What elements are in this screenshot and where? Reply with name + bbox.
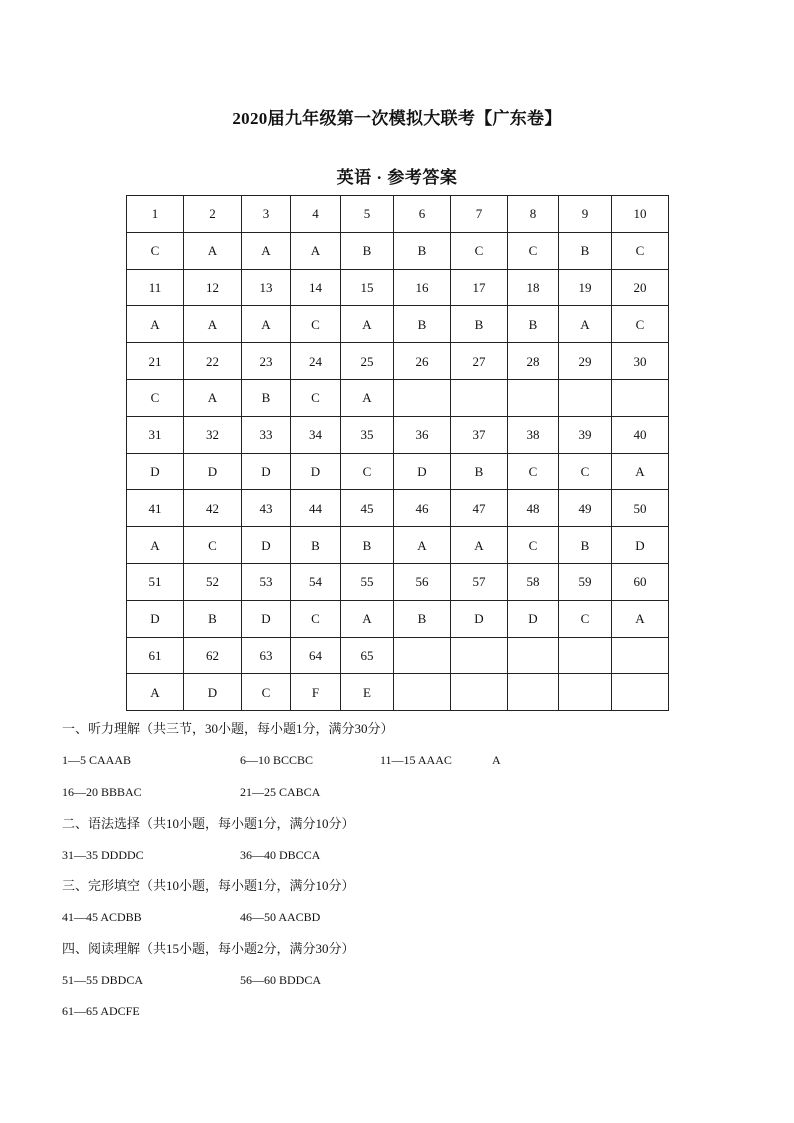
- question-number-row: [127, 343, 669, 380]
- question-number-cell: [612, 637, 669, 674]
- answer-cell: D: [242, 453, 291, 490]
- answer-cell: C: [508, 453, 559, 490]
- question-number-cell: 33: [242, 416, 291, 453]
- answer-cell: [394, 674, 451, 711]
- answer-group: 11—15 AAAC: [380, 753, 452, 767]
- question-number-cell: 21: [127, 343, 184, 380]
- answer-cell: D: [612, 527, 669, 564]
- answer-cell: A: [184, 232, 242, 269]
- answer-line-listening-2: [62, 783, 742, 801]
- answer-row: [127, 453, 669, 490]
- answer-cell: B: [184, 600, 242, 637]
- question-number-cell: 22: [184, 343, 242, 380]
- answer-cell: C: [184, 527, 242, 564]
- answer-group: A: [492, 753, 501, 767]
- question-number-cell: 64: [291, 637, 341, 674]
- question-number-cell: 15: [341, 269, 394, 306]
- answer-cell: D: [451, 600, 508, 637]
- answer-cell: A: [341, 600, 394, 637]
- question-number-cell: 57: [451, 563, 508, 600]
- answer-cell: B: [559, 232, 612, 269]
- section-heading-grammar: 二、语法选择（共10小题，每小题1分，满分10分）: [62, 816, 355, 831]
- question-number-cell: 44: [291, 490, 341, 527]
- answer-cell: D: [184, 453, 242, 490]
- answer-cell: B: [394, 232, 451, 269]
- answer-line-grammar: [62, 846, 742, 864]
- answer-cell: B: [394, 306, 451, 343]
- question-number-cell: 56: [394, 563, 451, 600]
- answer-cell: A: [242, 306, 291, 343]
- answer-line-cloze: [62, 908, 742, 926]
- answer-cell: B: [451, 306, 508, 343]
- question-number-cell: 23: [242, 343, 291, 380]
- question-number-cell: 3: [242, 196, 291, 233]
- answer-cell: A: [184, 306, 242, 343]
- answer-cell: A: [341, 306, 394, 343]
- question-number-cell: [508, 637, 559, 674]
- question-number-cell: 1: [127, 196, 184, 233]
- question-number-cell: 6: [394, 196, 451, 233]
- question-number-cell: 4: [291, 196, 341, 233]
- answer-group: 16—20 BBBAC: [62, 785, 142, 799]
- question-number-cell: 20: [612, 269, 669, 306]
- answer-cell: C: [559, 600, 612, 637]
- answer-group: 36—40 DBCCA: [240, 848, 321, 862]
- answer-cell: B: [508, 306, 559, 343]
- answer-row: [127, 674, 669, 711]
- question-number-cell: 29: [559, 343, 612, 380]
- question-number-cell: 62: [184, 637, 242, 674]
- document-subtitle: 英语 · 参考答案: [336, 168, 458, 187]
- answer-cell: C: [127, 232, 184, 269]
- question-number-cell: 60: [612, 563, 669, 600]
- answer-row: [127, 232, 669, 269]
- answer-cell: A: [341, 379, 394, 416]
- question-number-cell: 61: [127, 637, 184, 674]
- answer-cell: [508, 379, 559, 416]
- question-number-cell: 14: [291, 269, 341, 306]
- question-number-cell: [451, 637, 508, 674]
- answer-cell: [559, 674, 612, 711]
- answer-cell: D: [242, 600, 291, 637]
- question-number-cell: 51: [127, 563, 184, 600]
- answer-cell: [612, 379, 669, 416]
- question-number-cell: 25: [341, 343, 394, 380]
- answer-table-body: [127, 196, 669, 711]
- answer-cell: F: [291, 674, 341, 711]
- answer-cell: A: [127, 674, 184, 711]
- question-number-cell: 37: [451, 416, 508, 453]
- answer-cell: D: [242, 527, 291, 564]
- question-number-cell: 30: [612, 343, 669, 380]
- question-number-cell: 36: [394, 416, 451, 453]
- document-title: 2020届九年级第一次模拟大联考【广东卷】: [232, 109, 562, 128]
- question-number-row: [127, 416, 669, 453]
- question-number-cell: 12: [184, 269, 242, 306]
- question-number-cell: 19: [559, 269, 612, 306]
- answer-cell: D: [291, 453, 341, 490]
- section-heading-cloze: 三、完形填空（共10小题，每小题1分，满分10分）: [62, 878, 355, 893]
- question-number-cell: [394, 637, 451, 674]
- answer-cell: D: [184, 674, 242, 711]
- answer-group: 51—55 DBDCA: [62, 973, 144, 987]
- answer-row: [127, 306, 669, 343]
- question-number-cell: [559, 637, 612, 674]
- question-number-cell: 50: [612, 490, 669, 527]
- answer-group: 46—50 AACBD: [240, 910, 321, 924]
- answer-cell: A: [184, 379, 242, 416]
- question-number-cell: 7: [451, 196, 508, 233]
- answer-cell: B: [341, 232, 394, 269]
- answer-cell: C: [291, 600, 341, 637]
- question-number-cell: 5: [341, 196, 394, 233]
- answer-cell: A: [394, 527, 451, 564]
- answer-cell: C: [612, 232, 669, 269]
- question-number-row: [127, 637, 669, 674]
- question-number-row: [127, 269, 669, 306]
- question-number-cell: 40: [612, 416, 669, 453]
- answer-row: [127, 600, 669, 637]
- answer-cell: C: [508, 527, 559, 564]
- question-number-cell: 11: [127, 269, 184, 306]
- question-number-cell: 10: [612, 196, 669, 233]
- answer-cell: [612, 674, 669, 711]
- answer-row: [127, 527, 669, 564]
- question-number-cell: 32: [184, 416, 242, 453]
- answer-cell: C: [242, 674, 291, 711]
- answer-cell: A: [127, 527, 184, 564]
- answer-cell: [451, 674, 508, 711]
- question-number-cell: 58: [508, 563, 559, 600]
- answer-cell: A: [451, 527, 508, 564]
- answer-line-reading-2: [62, 1002, 742, 1020]
- answer-cell: [451, 379, 508, 416]
- answer-group: 31—35 DDDDC: [62, 848, 144, 862]
- answer-cell: D: [508, 600, 559, 637]
- answer-group: 61—65 ADCFE: [62, 1004, 140, 1018]
- question-number-cell: 34: [291, 416, 341, 453]
- answer-cell: D: [127, 453, 184, 490]
- answer-cell: A: [127, 306, 184, 343]
- question-number-cell: 41: [127, 490, 184, 527]
- question-number-cell: 8: [508, 196, 559, 233]
- question-number-cell: 2: [184, 196, 242, 233]
- question-number-cell: 28: [508, 343, 559, 380]
- section-heading-listening: 一、听力理解（共三节，30小题，每小题1分，满分30分）: [62, 721, 394, 736]
- answer-group: 1—5 CAAAB: [62, 753, 132, 767]
- answer-cell: B: [559, 527, 612, 564]
- question-number-cell: 35: [341, 416, 394, 453]
- answer-line-reading-1: [62, 971, 742, 989]
- question-number-cell: 53: [242, 563, 291, 600]
- answer-row: [127, 379, 669, 416]
- answer-group: 41—45 ACDBB: [62, 910, 142, 924]
- question-number-row: [127, 563, 669, 600]
- answer-cell: C: [291, 379, 341, 416]
- question-number-cell: 65: [341, 637, 394, 674]
- question-number-cell: 9: [559, 196, 612, 233]
- question-number-cell: 48: [508, 490, 559, 527]
- question-number-row: [127, 490, 669, 527]
- answer-group: 6—10 BCCBC: [240, 753, 314, 767]
- answer-cell: B: [451, 453, 508, 490]
- question-number-cell: 38: [508, 416, 559, 453]
- question-number-cell: 59: [559, 563, 612, 600]
- question-number-cell: 45: [341, 490, 394, 527]
- question-number-cell: 17: [451, 269, 508, 306]
- question-number-cell: 39: [559, 416, 612, 453]
- answer-cell: C: [291, 306, 341, 343]
- question-number-cell: 52: [184, 563, 242, 600]
- answer-cell: A: [242, 232, 291, 269]
- question-number-cell: 27: [451, 343, 508, 380]
- answer-cell: B: [242, 379, 291, 416]
- question-number-cell: 16: [394, 269, 451, 306]
- answer-cell: A: [559, 306, 612, 343]
- answer-cell: A: [612, 453, 669, 490]
- answer-cell: D: [394, 453, 451, 490]
- question-number-cell: 26: [394, 343, 451, 380]
- question-number-cell: 13: [242, 269, 291, 306]
- question-number-cell: 46: [394, 490, 451, 527]
- question-number-cell: 47: [451, 490, 508, 527]
- answer-table: [126, 195, 669, 711]
- question-number-cell: 24: [291, 343, 341, 380]
- answer-cell: B: [394, 600, 451, 637]
- answer-cell: [394, 379, 451, 416]
- answer-cell: B: [341, 527, 394, 564]
- answer-cell: E: [341, 674, 394, 711]
- answer-cell: C: [508, 232, 559, 269]
- answer-group: 21—25 CABCA: [240, 785, 321, 799]
- question-number-cell: 31: [127, 416, 184, 453]
- answer-cell: C: [451, 232, 508, 269]
- answer-line-listening-1: [62, 751, 742, 769]
- question-number-cell: 43: [242, 490, 291, 527]
- answer-cell: D: [127, 600, 184, 637]
- section-heading-reading: 四、阅读理解（共15小题，每小题2分，满分30分）: [62, 941, 355, 956]
- question-number-cell: 49: [559, 490, 612, 527]
- answer-cell: C: [341, 453, 394, 490]
- answer-cell: C: [559, 453, 612, 490]
- question-number-row: [127, 196, 669, 233]
- question-number-cell: 63: [242, 637, 291, 674]
- answer-cell: C: [127, 379, 184, 416]
- question-number-cell: 55: [341, 563, 394, 600]
- question-number-cell: 18: [508, 269, 559, 306]
- answer-cell: [508, 674, 559, 711]
- answer-cell: A: [291, 232, 341, 269]
- question-number-cell: 54: [291, 563, 341, 600]
- answer-cell: A: [612, 600, 669, 637]
- answer-cell: B: [291, 527, 341, 564]
- answer-cell: [559, 379, 612, 416]
- answer-group: 56—60 BDDCA: [240, 973, 322, 987]
- question-number-cell: 42: [184, 490, 242, 527]
- answer-cell: C: [612, 306, 669, 343]
